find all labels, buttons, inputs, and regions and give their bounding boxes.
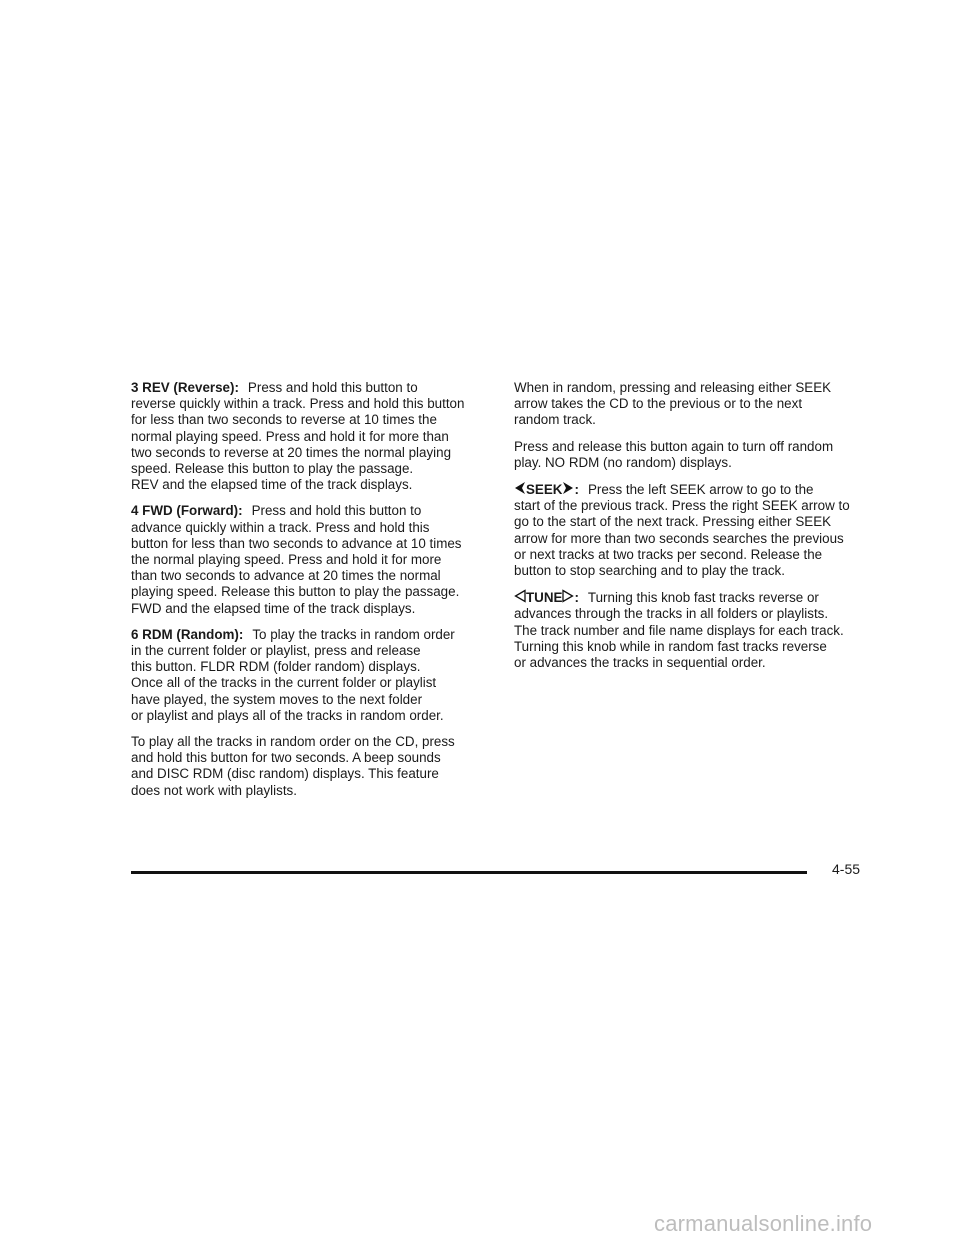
seek-text-line: start of the previous track. Press the right SEEK arrow to — [514, 498, 850, 514]
fwd-text-line: button for less than two seconds to advance at 10 times — [131, 535, 462, 551]
rdm-text-line: To play the tracks in random order — [252, 626, 455, 642]
tune-text-line: advances through the tracks in all folders or playlists. — [514, 606, 829, 622]
rdm-text-line: in the current folder or playlist, press and release — [131, 643, 421, 659]
random-seek-paragraph — [514, 380, 876, 429]
page-number: 4-55 — [832, 861, 861, 877]
fwd-text-line: the normal playing speed. Press and hold it for more — [131, 552, 442, 568]
random-off-text-line: play. NO RDM (no random) displays. — [514, 454, 732, 470]
fwd-text-line: playing speed. Release this button to play the passage. — [131, 584, 460, 600]
rdm-paragraph — [131, 627, 493, 724]
tune-text-line: Turning this knob while in random fast tracks reverse — [514, 638, 827, 654]
seek-term: SEEK — [526, 482, 563, 498]
watermark: carmanualsonline.info — [654, 1211, 873, 1236]
rdm-text-line: Once all of the tracks in the current folder or playlist — [131, 675, 437, 691]
tune-text-line: The track number and file name displays for each track. — [514, 622, 844, 638]
fwd-text-line: advance quickly within a track. Press and hold this — [131, 519, 430, 535]
seek-text-line: Press the left SEEK arrow to go to the — [587, 482, 814, 498]
rev-text-line: normal playing speed. Press and hold it for more than — [131, 428, 449, 444]
rev-text-line: Press and hold this button to — [247, 380, 418, 395]
disc-random-text-line: and hold this button for two seconds. A beep sounds — [131, 750, 441, 766]
seek-left-arrow-icon — [514, 481, 526, 495]
random-seek-text-line: When in random, pressing and releasing either SEEK — [514, 380, 832, 395]
tune-left-arrow-icon — [514, 589, 526, 603]
rev-text-line: for less than two seconds to reverse at 10 times the — [131, 412, 437, 428]
random-off-text-line: Press and release this button again to turn off random — [514, 438, 834, 454]
seek-colon: : — [574, 482, 579, 498]
rev-text-line: speed. Release this button to play the passage. — [131, 461, 414, 477]
fwd-text-line: than two seconds to advance at 20 times the normal — [131, 568, 441, 584]
seek-right-arrow-icon — [562, 481, 574, 495]
footer-rule — [131, 871, 807, 874]
tune-text-line: or advances the tracks in sequential order. — [514, 655, 766, 671]
tune-colon: : — [574, 590, 579, 606]
fwd-term: 4 FWD (Forward): — [131, 503, 243, 519]
rev-paragraph — [131, 380, 493, 493]
seek-text-line: arrow for more than two seconds searches the previous — [514, 530, 844, 546]
seek-paragraph — [514, 481, 876, 579]
seek-text-line: or next tracks at two tracks per second. Release the — [514, 546, 823, 562]
rev-text-line: REV and the elapsed time of the track displays. — [131, 477, 413, 493]
disc-random-text-line: does not work with playlists. — [131, 782, 297, 798]
right-column — [514, 380, 876, 681]
tune-text-line: Turning this knob fast tracks reverse or — [587, 590, 819, 606]
rdm-text-line: have played, the system moves to the next folder — [131, 691, 423, 707]
fwd-text-line: FWD and the elapsed time of the track displays. — [131, 600, 416, 616]
rdm-text-line: or playlist and plays all of the tracks in random order. — [131, 707, 444, 723]
rev-text-line: two seconds to reverse at 20 times the normal playing — [131, 444, 452, 460]
tune-term: TUNE — [526, 590, 563, 606]
disc-random-text-line: and DISC RDM (disc random) displays. This feature — [131, 766, 439, 782]
random-off-paragraph — [514, 439, 876, 471]
rev-text-line: reverse quickly within a track. Press and hold this button — [131, 396, 465, 412]
tune-paragraph — [514, 589, 876, 671]
disc-random-paragraph — [131, 734, 493, 799]
disc-random-text-line: To play all the tracks in random order on the CD, press — [131, 734, 455, 750]
seek-text-line: go to the start of the next track. Pressing either SEEK — [514, 514, 832, 530]
seek-text-line: button to stop searching and to play the track. — [514, 563, 785, 579]
tune-right-arrow-icon — [562, 589, 574, 603]
fwd-text-line: Press and hold this button to — [251, 503, 422, 519]
random-seek-text-line: arrow takes the CD to the previous or to the next — [514, 396, 803, 412]
rdm-text-line: this button. FLDR RDM (folder random) displays. — [131, 659, 421, 675]
fwd-paragraph — [131, 503, 493, 616]
random-seek-text-line: random track. — [514, 412, 596, 428]
rev-term: 3 REV (Reverse): — [131, 380, 239, 395]
rdm-term: 6 RDM (Random): — [131, 626, 244, 642]
left-column — [131, 380, 493, 809]
